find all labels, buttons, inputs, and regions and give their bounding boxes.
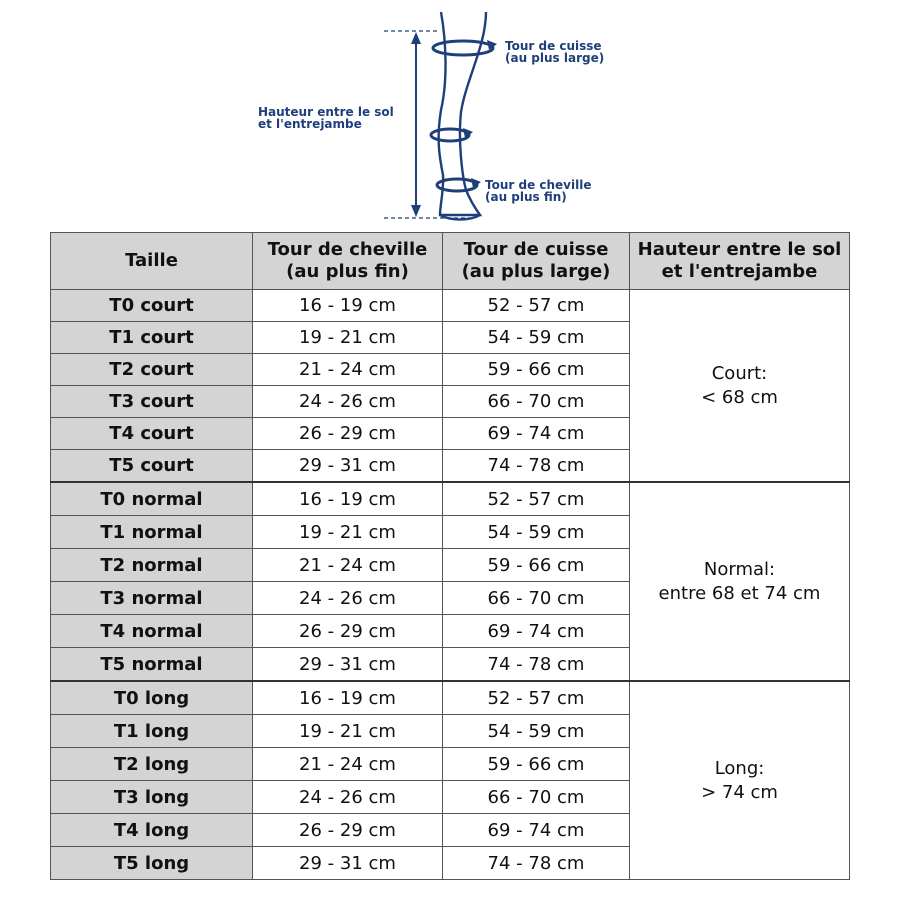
thigh-cell: 74 - 78 cm	[443, 450, 630, 483]
header-height	[630, 233, 850, 290]
height-long-line-1: Long:	[714, 757, 765, 779]
ankle-cell: 21 - 24 cm	[253, 549, 443, 582]
size-cell: T3 normal	[51, 582, 253, 615]
thigh-cell: 54 - 59 cm	[443, 715, 630, 748]
height-court-line-2: < 68 cm	[701, 386, 778, 408]
header-height-line-2: et l'entrejambe	[661, 261, 818, 282]
size-cell: T4 normal	[51, 615, 253, 648]
size-cell: T3 court	[51, 386, 253, 418]
thigh-measure-label	[505, 40, 604, 64]
height-long-line-2: > 74 cm	[701, 781, 778, 803]
size-cell: T5 court	[51, 450, 253, 483]
size-cell: T5 long	[51, 847, 253, 880]
header-ankle-line-1: Tour de cheville	[267, 239, 428, 260]
height-range-normal	[630, 482, 850, 681]
ankle-cell: 26 - 29 cm	[253, 615, 443, 648]
header-thigh-line-1: Tour de cuisse	[463, 239, 609, 260]
ankle-cell: 19 - 21 cm	[253, 516, 443, 549]
thigh-label-line-2: (au plus large)	[505, 51, 605, 65]
size-cell: T4 long	[51, 814, 253, 847]
ankle-cell: 26 - 29 cm	[253, 418, 443, 450]
thigh-cell: 66 - 70 cm	[443, 781, 630, 814]
table-row	[51, 290, 850, 322]
thigh-cell: 52 - 57 cm	[443, 681, 630, 715]
size-cell: T4 court	[51, 418, 253, 450]
ankle-cell: 24 - 26 cm	[253, 582, 443, 615]
height-court-line-1: Court:	[711, 362, 768, 384]
size-cell: T2 normal	[51, 549, 253, 582]
thigh-cell: 66 - 70 cm	[443, 386, 630, 418]
header-ankle-line-2: (au plus fin)	[286, 261, 409, 282]
header-ankle	[253, 233, 443, 290]
thigh-cell: 69 - 74 cm	[443, 615, 630, 648]
group-court	[51, 290, 850, 483]
ankle-cell: 16 - 19 cm	[253, 681, 443, 715]
thigh-cell: 52 - 57 cm	[443, 482, 630, 516]
size-cell: T0 normal	[51, 482, 253, 516]
thigh-cell: 66 - 70 cm	[443, 582, 630, 615]
header-size-text: Taille	[125, 250, 178, 271]
table-row	[51, 681, 850, 715]
size-cell: T0 long	[51, 681, 253, 715]
size-cell: T5 normal	[51, 648, 253, 682]
leg-measurement-diagram	[0, 0, 900, 230]
ankle-cell: 29 - 31 cm	[253, 450, 443, 483]
ankle-label-line-2: (au plus fin)	[485, 190, 567, 204]
ankle-cell: 21 - 24 cm	[253, 354, 443, 386]
ankle-label-line-1: Tour de cheville	[485, 178, 592, 192]
leg-illustration	[0, 0, 900, 230]
height-range-long	[630, 681, 850, 880]
thigh-cell: 54 - 59 cm	[443, 322, 630, 354]
header-size	[51, 233, 253, 290]
ankle-cell: 19 - 21 cm	[253, 715, 443, 748]
size-cell: T3 long	[51, 781, 253, 814]
thigh-cell: 74 - 78 cm	[443, 847, 630, 880]
thigh-cell: 52 - 57 cm	[443, 290, 630, 322]
size-cell: T1 normal	[51, 516, 253, 549]
header-thigh-line-2: (au plus large)	[461, 261, 611, 282]
height-range-court	[630, 290, 850, 483]
ankle-cell: 21 - 24 cm	[253, 748, 443, 781]
thigh-cell: 69 - 74 cm	[443, 814, 630, 847]
size-chart-table	[50, 232, 850, 880]
thigh-cell: 59 - 66 cm	[443, 354, 630, 386]
ankle-measure-label	[485, 179, 591, 203]
ankle-cell: 29 - 31 cm	[253, 648, 443, 682]
thigh-cell: 69 - 74 cm	[443, 418, 630, 450]
height-normal-line-2: entre 68 et 74 cm	[658, 582, 821, 604]
size-cell: T1 court	[51, 322, 253, 354]
ankle-cell: 24 - 26 cm	[253, 386, 443, 418]
thigh-cell: 74 - 78 cm	[443, 648, 630, 682]
thigh-label-line-1: Tour de cuisse	[505, 39, 602, 53]
group-normal	[51, 482, 850, 681]
height-measure-label	[258, 106, 394, 130]
table-header-row	[51, 233, 850, 290]
size-cell: T2 long	[51, 748, 253, 781]
ankle-cell: 16 - 19 cm	[253, 290, 443, 322]
ankle-cell: 29 - 31 cm	[253, 847, 443, 880]
ankle-cell: 26 - 29 cm	[253, 814, 443, 847]
ankle-cell: 16 - 19 cm	[253, 482, 443, 516]
group-long	[51, 681, 850, 880]
ankle-cell: 24 - 26 cm	[253, 781, 443, 814]
thigh-cell: 59 - 66 cm	[443, 549, 630, 582]
size-cell: T2 court	[51, 354, 253, 386]
header-height-line-1: Hauteur entre le sol	[637, 239, 842, 260]
height-label-line-1: Hauteur entre le sol	[258, 105, 394, 119]
thigh-cell: 59 - 66 cm	[443, 748, 630, 781]
height-label-line-2: et l'entrejambe	[258, 117, 362, 131]
header-thigh	[443, 233, 630, 290]
height-normal-line-1: Normal:	[703, 558, 776, 580]
size-cell: T0 court	[51, 290, 253, 322]
ankle-cell: 19 - 21 cm	[253, 322, 443, 354]
thigh-cell: 54 - 59 cm	[443, 516, 630, 549]
size-cell: T1 long	[51, 715, 253, 748]
table-row	[51, 482, 850, 516]
